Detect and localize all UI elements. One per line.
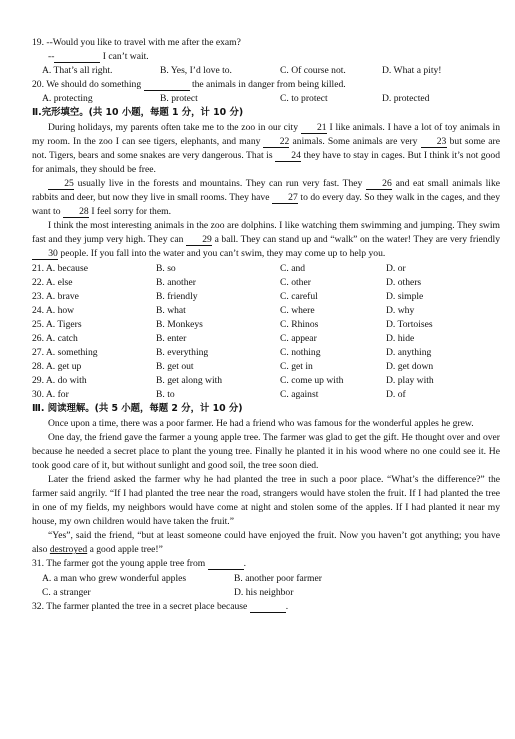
question-20-options [32,92,500,106]
blank-27: 27 [272,192,298,204]
option-d: D. protected [382,93,430,105]
choice-row-29: 29. A. do with B. get along with C. come up with D. play with [32,375,434,387]
section-2-title: Ⅱ.完形填空。(共 10 小题，每题 1 分，计 10 分) [32,107,244,119]
choice-row-22: 22. A. else B. another C. other D. others [32,276,422,288]
question-31-stem: 31. The farmer got the young apple tree from . [32,558,247,570]
option-b: B. Yes, I’d love to. [160,65,232,77]
choice-row-28: 28. A. get up B. get out C. get in D. get down [32,361,434,373]
cloze-paragraph-3: I think the most interesting animals in the zoo are dolphins. I like watching them swimming and jumping. They swim fast and they jump very high. They can 29 a ball. They can stand up and “walk” on the water! They are very friendly 30 people. If you fall into the water and you can’t swim, they may come up to help you. [32,220,500,260]
option-b: B. protect [160,93,198,105]
blank-25: 25 [48,178,74,190]
choice-row-30: 30. A. for B. to C. against D. of [32,389,406,401]
choice-row-21: 21. A. because B. so C. and D. or [32,262,406,274]
question-20-stem: 20. We should do something the animals in danger from being killed. [32,79,346,91]
question-19-stem: 19. --Would you like to travel with me after the exam? [32,37,241,48]
option-c: C. to protect [280,93,328,105]
question-31-options-row-2 [32,586,500,600]
reading-paragraph-1: Once upon a time, there was a poor farmer. He had a friend who was famous for the wonderful apples he grew. [48,417,474,429]
option-b: B. another poor farmer [234,572,322,584]
option-c: C. a stranger [42,586,91,598]
option-a: A. a man who grew wonderful apples [42,572,187,584]
option-d: D. What a pity! [382,65,442,77]
blank-28: 28 [63,206,89,218]
section-3-title: Ⅲ. 阅读理解。(共 5 小题，每题 2 分，计 10 分) [32,403,243,415]
choice-row-26: 26. A. catch B. enter C. appear D. hide [32,332,415,344]
cloze-paragraph-2: 25 usually live in the forests and mountains. They can run very fast. They 26 and eat small animals like rabbits and deer, but now they live in small rooms. They have 27 to do every day. So they walk in the cages, and they want to 28 I feel sorry for them. [32,177,501,218]
option-c: C. Of course not. [280,65,346,77]
question-31-options-row-1 [32,572,500,586]
reading-paragraph-4: “Yes”, said the friend, “but at least someone could have enjoyed the fruit. Now you haven’t got anything; you have also destroyed a good apple tree!” [32,530,500,556]
answer-blank [208,558,244,570]
answer-blank [144,79,190,91]
choice-row-23: 23. A. brave B. friendly C. careful D. simple [32,290,424,302]
exam-page [32,36,500,614]
answer-blank [250,601,286,613]
cloze-choices [32,262,500,403]
question-32-stem: 32. The farmer planted the tree in a secret place because . [32,600,289,612]
blank-29: 29 [186,234,212,246]
answer-blank [54,51,100,63]
blank-22: 22 [263,136,289,148]
reading-paragraph-2: One day, the friend gave the farmer a young apple tree. The farmer was glad to get the gift. He thought over and over because he needed a secret place to plant the young tree. Finally he planted it in his wood where no one could see it. He took good care of it, but without sunlight and good soil, the tree soon died. [32,431,500,471]
option-a: A. protecting [42,93,93,105]
choice-row-24: 24. A. how B. what C. where D. why [32,304,415,316]
question-19-reply: -- I can’t wait. [48,51,149,63]
choice-row-25: 25. A. Tigers B. Monkeys C. Rhinos D. Tortoises [32,318,433,330]
reading-paragraph-3: Later the friend asked the farmer why he had planted the tree in such a poor place. “What’s the difference?” the farmer said angrily. “If I had planted the tree near the road, strangers would have stolen the fruit. If I had planted the tree in one of my fields, my neighbors would have come at night and stolen some of the apples. If I had planted it near my house, my own children would have taken the fruit.” [32,473,500,528]
blank-26: 26 [366,178,392,190]
cloze-paragraph-1: During holidays, my parents often take me to the zoo in our city 21 I like animals. I have a lot of toy animals in my room. In the zoo I can see tigers, elephants, and many 22 animals. Some animals are very 23 but some are not. Tigers, bears and some snakes are very dangerous. That is 24 they have to stay in cages. But I think it’s not good for animals, they should be free. [32,121,501,175]
blank-23: 23 [421,136,447,148]
option-d: D. his neighbor [234,586,294,598]
blank-30: 30 [32,248,58,260]
blank-24: 24 [275,150,301,162]
underlined-word: destroyed [49,544,88,556]
question-19-options [32,64,500,78]
blank-21: 21 [301,122,327,134]
option-a: A. That’s all right. [42,65,113,77]
choice-row-27: 27. A. something B. everything C. nothing D. anything [32,347,432,359]
